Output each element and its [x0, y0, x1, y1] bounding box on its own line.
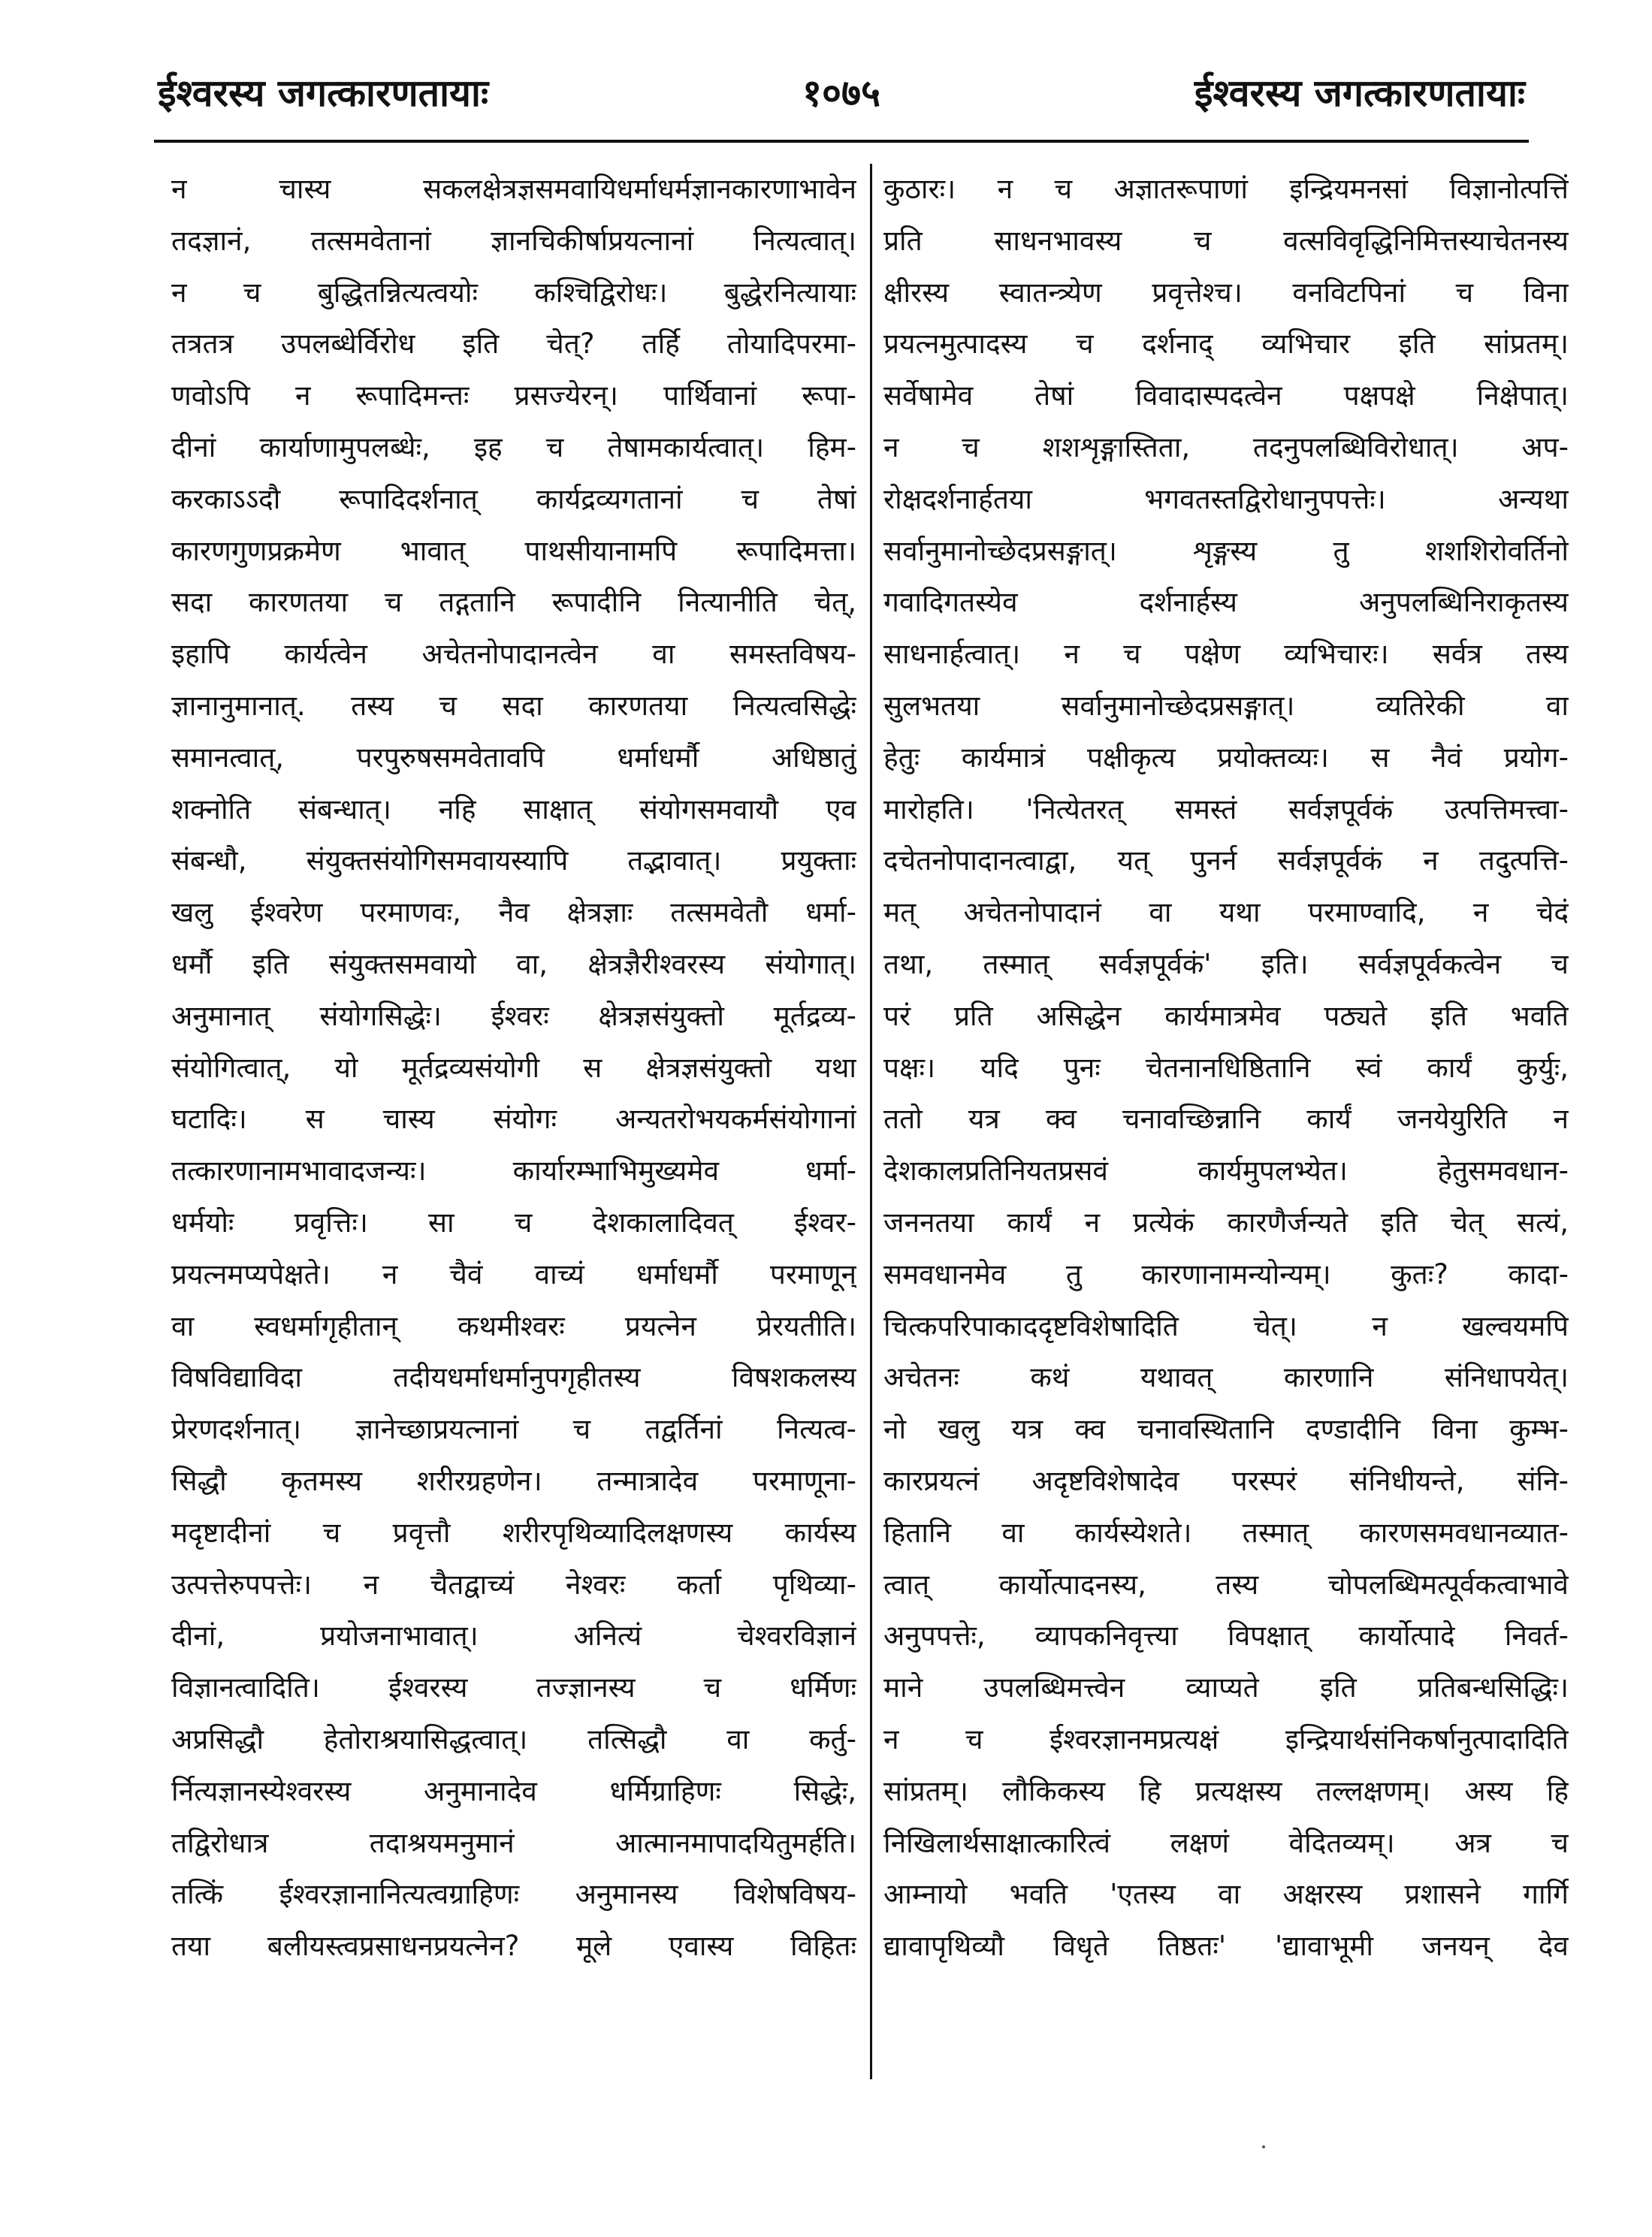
text-line: तत्कारणानामभावादजन्यः। कार्यारम्भाभिमुख्यमेव धर्मा- — [171, 1155, 856, 1188]
text-line: शक्नोति संबन्धात्। नहि साक्षात् संयोगसमवायौ एव — [171, 792, 856, 826]
text-line: समवधानमेव तु कारणानामन्योन्यम्। कुतः? कादा- — [883, 1257, 1569, 1291]
text-line: सर्वानुमानोच्छेदप्रसङ्गात्। शृङ्गस्य तु शशशिरोवर्तिनो — [883, 534, 1569, 567]
text-line: ज्ञानानुमानात्. तस्य च सदा कारणतया नित्यत्वसिद्धेः — [171, 689, 856, 722]
text-line: सर्वेषामेव तेषां विवादास्पदत्वेन पक्षपक्षे निक्षेपात्। — [883, 379, 1569, 412]
text-line: जननतया कार्यं न प्रत्येकं कारणैर्जन्यते इति चेत् सत्यं, — [883, 1206, 1569, 1239]
text-line: सुलभतया सर्वानुमानोच्छेदप्रसङ्गात्। व्यतिरेकी वा — [883, 689, 1569, 722]
text-line: खलु ईश्वरेण परमाणवः, नैव क्षेत्रज्ञाः तत्समवेतौ धर्मा- — [171, 896, 856, 929]
page-header — [158, 66, 1525, 126]
text-line: धर्मयोः प्रवृत्तिः। सा च देशकालादिवत् ईश्वर- — [171, 1206, 856, 1239]
print-speck — [1262, 2145, 1265, 2148]
header-rule — [154, 140, 1529, 143]
text-line: न चास्य सकलक्षेत्रज्ञसमवायिधर्माधर्मज्ञानकारणाभावेन — [171, 173, 856, 205]
text-line: मदृष्टादीनां च प्रवृत्तौ शरीरपृथिव्यादिलक्षणस्य कार्यस्य — [171, 1516, 856, 1549]
text-line: घटादिः। स चास्य संयोगः अन्यतरोभयकर्मसंयोगानां — [171, 1103, 856, 1136]
text-line: आम्नायो भवति 'एतस्य वा अक्षरस्य प्रशासने गार्गि — [883, 1878, 1569, 1911]
text-line: मत् अचेतनोपादानं वा यथा परमाण्वादि, न चेदं — [883, 896, 1569, 929]
text-line: धर्मौ इति संयुक्तसमवायो वा, क्षेत्रज्ञैरीश्वरस्य संयोगात्। — [171, 947, 856, 980]
text-line: देशकालप्रतिनियतप्रसवं कार्यमुपलभ्येत। हेतुसमवधान- — [883, 1155, 1569, 1188]
text-line: अनुमानात् संयोगसिद्धेः। ईश्वरः क्षेत्रज्ञसंयुक्तो मूर्तद्रव्य- — [171, 999, 856, 1032]
text-line: इहापि कार्यत्वेन अचेतनोपादानत्वेन वा समस्तविषय- — [171, 638, 856, 671]
running-title-left: ईश्वरस्य जगत्कारणतायाः — [158, 71, 489, 115]
text-line: सांप्रतम्। लौकिकस्य हि प्रत्यक्षस्य तल्लक्षणम्। अस्य हि — [883, 1774, 1569, 1807]
text-line: अचेतनः कथं यथावत् कारणानि संनिधापयेत्। — [883, 1361, 1569, 1394]
text-line: तथा, तस्मात् सर्वज्ञपूर्वकं' इति। सर्वज्ञपूर्वकत्वेन च — [883, 947, 1569, 980]
text-line: क्षीरस्य स्वातन्त्र्येण प्रवृत्तेश्च। वनविटपिनां च विना — [883, 276, 1569, 309]
text-line: दीनां कार्याणामुपलब्धेः, इह च तेषामकार्यत्वात्। हिम- — [171, 430, 856, 463]
text-line: त्वात् कार्योत्पादनस्य, तस्य चोपलब्धिमत्पूर्वकत्वाभावे — [883, 1568, 1569, 1601]
text-line: गवादिगतस्येव दर्शनार्हस्य अनुपलब्धिनिराकृतस्य — [883, 586, 1569, 619]
text-line: संबन्धौ, संयुक्तसंयोगिसमवायस्यापि तद्भावात्। प्रयुक्ताः — [171, 844, 856, 877]
text-line: रोक्षदर्शनार्हतया भगवतस्तद्विरोधानुपपत्तेः। अन्यथा — [883, 482, 1569, 515]
text-line: करकाऽऽदौ रूपादिदर्शनात् कार्यद्रव्यगतानां च तेषां — [171, 482, 856, 515]
text-line: माने उपलब्धिमत्त्वेन व्याप्यते इति प्रतिबन्धसिद्धिः। — [883, 1671, 1569, 1704]
text-line: णवोऽपि न रूपादिमन्तः प्रसज्येरन्। पार्थिवानां रूपा- — [171, 379, 856, 412]
text-line: दीनां, प्रयोजनाभावात्। अनित्यं चेश्वरविज्ञानं — [171, 1620, 856, 1653]
text-line: विज्ञानत्वादिति। ईश्वरस्य तज्ज्ञानस्य च धर्मिणः — [171, 1671, 856, 1704]
text-line: परं प्रति असिद्धेन कार्यमात्रमेव पठ्यते इति भवति — [883, 999, 1569, 1032]
text-line: प्रेरणदर्शनात्। ज्ञानेच्छाप्रयत्नानां च तद्वर्तिनां नित्यत्व- — [171, 1413, 856, 1446]
text-line: प्रति साधनभावस्य च वत्सविवृद्धिनिमित्तस्याचेतनस्य — [883, 224, 1569, 257]
text-line: हेतुः कार्यमात्रं पक्षीकृत्य प्रयोक्तव्यः। स नैवं प्रयोग- — [883, 741, 1569, 774]
text-line: विषविद्याविदा तदीयधर्माधर्मानुपगृहीतस्य विषशकलस्य — [171, 1361, 856, 1394]
text-line: द्यावापृथिव्यौ विधृते तिष्ठतः' 'द्यावाभूमी जनयन् देव — [883, 1930, 1569, 1963]
text-line: दचेतनोपादानत्वाद्वा, यत् पुनर्न सर्वज्ञपूर्वकं न तदुत्पत्ति- — [883, 844, 1569, 877]
text-line: कारप्रयत्नं अदृष्टविशेषादेव परस्परं संनिधीयन्ते, संनि- — [883, 1464, 1569, 1497]
text-line: र्नित्यज्ञानस्येश्वरस्य अनुमानादेव धर्मिग्राहिणः सिद्धेः, — [171, 1774, 856, 1807]
text-line: पक्षः। यदि पुनः चेतनानधिष्ठितानि स्वं कार्यं कुर्युः, — [883, 1051, 1569, 1084]
text-line: प्रयत्नमुत्पादस्य च दर्शनाद् व्यभिचार इति सांप्रतम्। — [883, 328, 1569, 361]
text-line: चित्कपरिपाकाददृष्टविशेषादिति चेत्। न खल्वयमपि — [883, 1309, 1569, 1342]
text-line: ततो यत्र क्व चनावच्छिन्नानि कार्यं जनयेयुरिति न — [883, 1103, 1569, 1136]
text-line: अप्रसिद्धौ हेतोराश्रयासिद्धत्वात्। तत्सिद्धौ वा कर्तु- — [171, 1722, 856, 1755]
text-line: न च शशशृङ्गास्तिता, तदनुपलब्धिविरोधात्। अप- — [883, 430, 1569, 463]
text-line: प्रयत्नमप्यपेक्षते। न चैवं वाच्यं धर्माधर्मौ परमाणून् — [171, 1257, 856, 1291]
text-line: उत्पत्तेरुपपत्तेः। न चैतद्वाच्यं नेश्वरः कर्ता पृथिव्या- — [171, 1568, 856, 1601]
text-line: निखिलार्थसाक्षात्कारित्वं लक्षणं वेदितव्यम्। अत्र च — [883, 1826, 1569, 1859]
text-line: वा स्वधर्मागृहीतान् कथमीश्वरः प्रयत्नेन प्रेरयतीति। — [171, 1309, 856, 1342]
text-line: साधनार्हत्वात्। न च पक्षेण व्यभिचारः। सर्वत्र तस्य — [883, 638, 1569, 671]
text-line: तत्किं ईश्वरज्ञानानित्यत्वग्राहिणः अनुमानस्य विशेषविषय- — [171, 1878, 856, 1911]
text-line: कुठारः। न च अज्ञातरूपाणां इन्द्रियमनसां विज्ञानोत्पत्तिं — [883, 173, 1569, 205]
text-line: तदज्ञानं, तत्समवेतानां ज्ञानचिकीर्षाप्रयत्नानां नित्यत्वात्। — [171, 224, 856, 257]
text-line: न च बुद्धितन्नित्यत्वयोः कश्चिद्विरोधः। बुद्धेरनित्यायाः — [171, 276, 856, 309]
text-line: सदा कारणतया च तद्गतानि रूपादीनि नित्यानीति चेत्, — [171, 586, 856, 619]
text-line: तद्विरोधात्र तदाश्रयमनुमानं आत्मानमापादयितुमर्हति। — [171, 1826, 856, 1859]
text-line: समानत्वात्, परपुरुषसमवेतावपि धर्माधर्मौ अधिष्ठातुं — [171, 741, 856, 774]
text-line: संयोगित्वात्, यो मूर्तद्रव्यसंयोगी स क्षेत्रज्ञसंयुक्तो यथा — [171, 1051, 856, 1084]
text-line: तत्रतत्र उपलब्धेर्विरोध इति चेत्? तर्हि तोयादिपरमा- — [171, 328, 856, 361]
left-column — [171, 164, 856, 1973]
text-line: तया बलीयस्त्वप्रसाधनप्रयत्नेन? मूले एवास्य विहितः — [171, 1930, 856, 1963]
text-line: कारणगुणप्रक्रमेण भावात् पाथसीयानामपि रूपादिमत्ता। — [171, 534, 856, 567]
text-line: सिद्धौ कृतमस्य शरीरग्रहणेन। तन्मात्रादेव परमाणूना- — [171, 1464, 856, 1497]
page-number: १०७५ — [802, 71, 880, 115]
text-line: हितानि वा कार्यस्येशते। तस्मात् कारणसमवधानव्यात- — [883, 1516, 1569, 1549]
text-line: अनुपपत्तेः, व्यापकनिवृत्त्या विपक्षात् कार्योत्पादे निवर्त- — [883, 1620, 1569, 1653]
running-title-right: ईश्वरस्य जगत्कारणतायाः — [1194, 71, 1525, 115]
column-divider — [870, 164, 872, 2079]
text-line: न च ईश्वरज्ञानमप्रत्यक्षं इन्द्रियार्थसंनिकर्षानुत्पादादिति — [883, 1722, 1569, 1755]
right-column — [883, 164, 1569, 1973]
text-line: मारोहति। 'नित्येतरत् समस्तं सर्वज्ञपूर्वकं उत्पत्तिमत्त्वा- — [883, 792, 1569, 826]
text-line: नो खलु यत्र क्व चनावस्थितानि दण्डादीनि विना कुम्भ- — [883, 1413, 1569, 1446]
